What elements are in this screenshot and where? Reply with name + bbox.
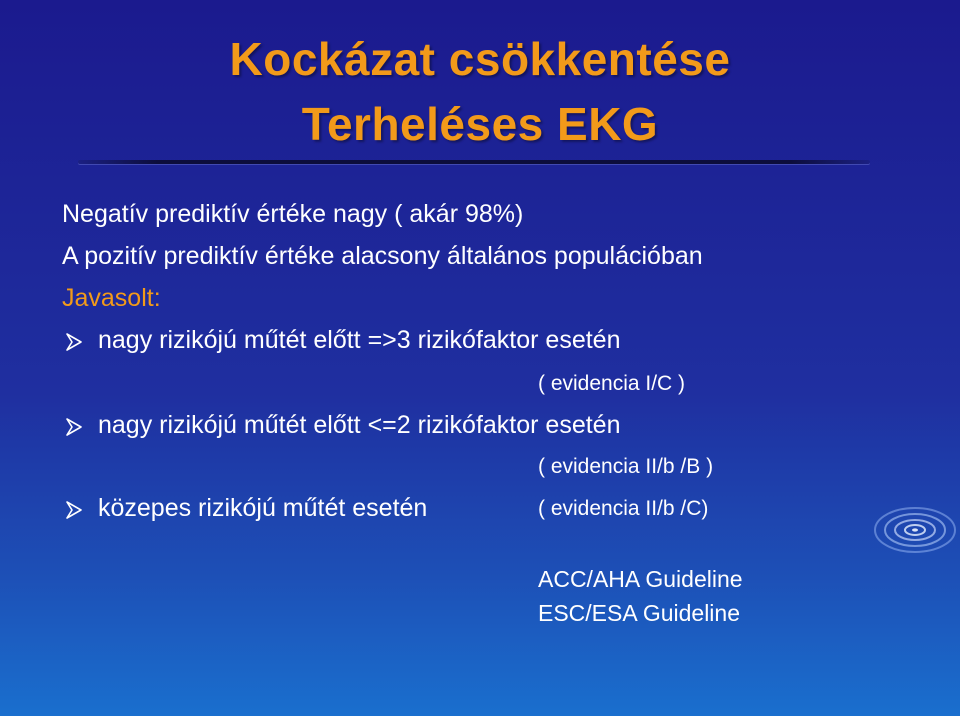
arrowhead-bullet-icon	[66, 333, 82, 351]
arrowhead-bullet-icon	[66, 501, 82, 519]
slide-subtitle: Terheléses EKG	[301, 98, 659, 150]
recommended-label: Javasolt:	[62, 284, 161, 312]
slide-title: Kockázat csökkentése	[229, 33, 731, 85]
title-divider	[78, 160, 870, 164]
ripple-icon	[870, 490, 960, 570]
bullet-item: közepes rizikójú műtét esetén	[98, 494, 428, 522]
evidence-level: ( evidencia I/C )	[538, 372, 686, 395]
npv-line: Negatív prediktív értéke nagy ( akár 98%)	[62, 200, 524, 228]
guideline-acc-aha: ACC/AHA Guideline	[538, 566, 743, 592]
guideline-esc-esa: ESC/ESA Guideline	[538, 600, 741, 626]
ppv-line: A pozitív prediktív értéke alacsony általános populációban	[62, 242, 703, 270]
arrowhead-bullet-icon	[66, 418, 82, 436]
bullet-item: nagy rizikójú műtét előtt =>3 rizikófaktor esetén	[98, 326, 621, 354]
evidence-level: ( evidencia II/b /B )	[538, 455, 714, 478]
bullet-item: nagy rizikójú műtét előtt <=2 rizikófaktor esetén	[98, 411, 621, 439]
evidence-level: ( evidencia II/b /C)	[538, 497, 709, 520]
